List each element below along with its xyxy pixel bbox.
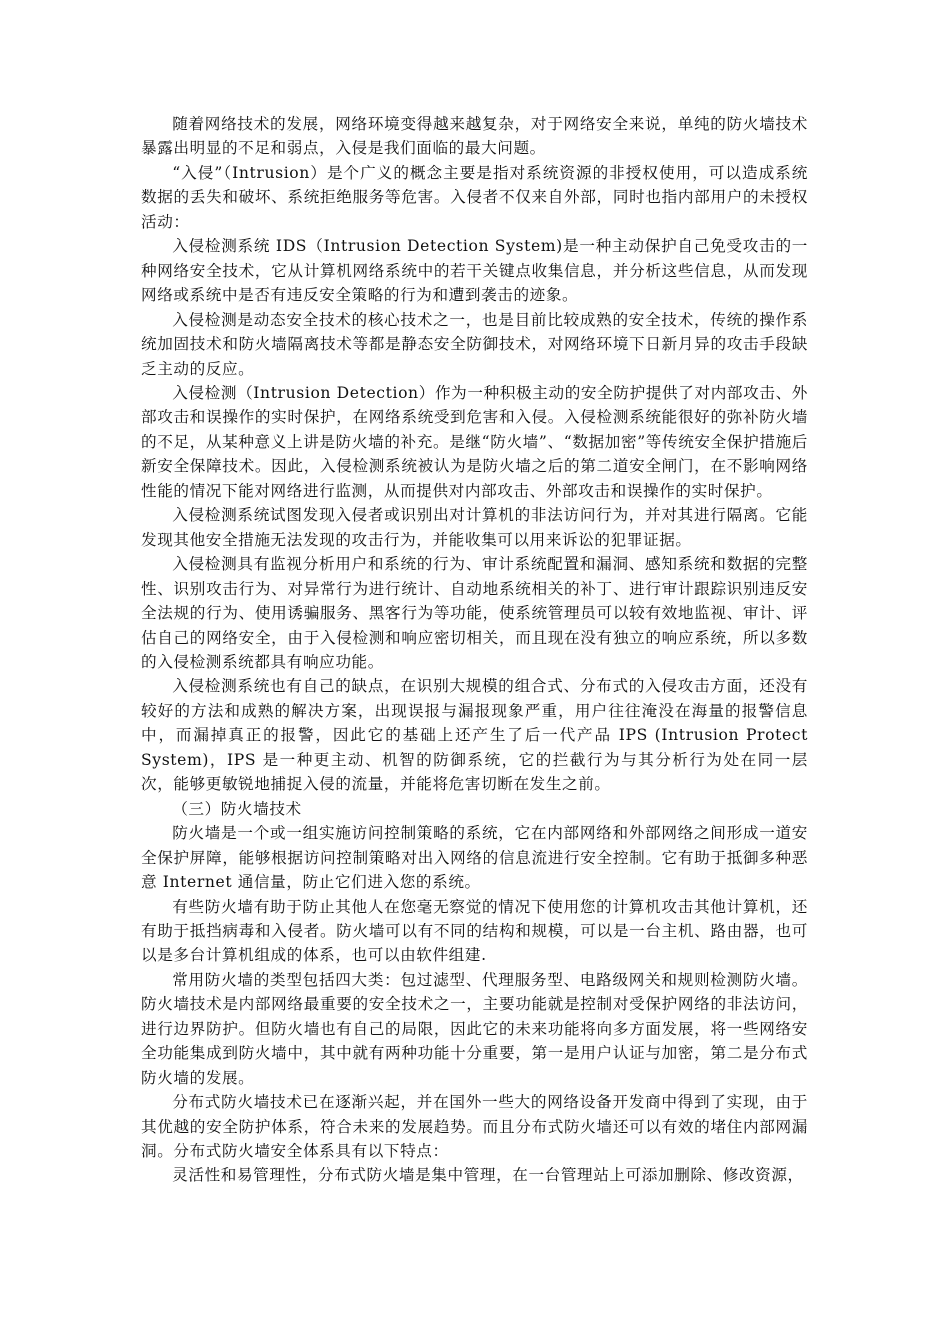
section-heading-firewall: （三）防火墙技术 [172, 799, 302, 818]
paragraph-ids-core: 入侵检测是动态安全技术的核心技术之一，也是目前比较成熟的安全技术，传统的操作系统加固技术和防火墙隔离技术等都是静态安全防御技术，对网络环境下日新月异的攻击手段缺乏主动的反应。 [141, 310, 808, 378]
document-page [141, 112, 808, 1188]
paragraph-ids-drawbacks: 入侵检测系统也有自己的缺点，在识别大规模的组合式、分布式的入侵攻击方面，还没有较好的方法和成熟的解决方案，出现误报与漏报现象严重，用户往往淹没在海量的报警信息中，而漏掉真正的报警，因此它的基础上还产生了后一代产品 IPS (Intrusion Protect System)，IPS 是一种更主动、机智的防御系统，它的拦截行为与其分析行为处在同一层次，能够更敏锐地捕捉入侵的流量，并能将危害切断在发生之前。 [141, 677, 808, 794]
paragraph-distributed-firewall: 分布式防火墙技术已在逐渐兴起，并在国外一些大的网络设备开发商中得到了实现，由于其优越的安全防护体系，符合未来的发展趋势。而且分布式防火墙还可以有效的堵住内部网漏洞。分布式防火墙安全体系具有以下特点： [141, 1093, 808, 1161]
paragraph-intrusion-definition: “入侵”（Intrusion）是个广义的概念主要是指对系统资源的非授权使用，可以造成系统数据的丢失和破坏、系统拒绝服务等危害。入侵者不仅来自外部，同时也指内部用户的未授权活动： [141, 163, 808, 231]
paragraph-ids-functions: 入侵检测具有监视分析用户和系统的行为、审计系统配置和漏洞、感知系统和数据的完整性、识别攻击行为、对异常行为进行统计、自动地系统相关的补丁、进行审计跟踪识别违反安全法规的行为、使用诱骗服务、黑客行为等功能，使系统管理员可以较有效地监视、审计、评估自己的网络安全，由于入侵检测和响应密切相关，而且现在没有独立的响应系统，所以多数的入侵检测系统都具有响应功能。 [141, 555, 808, 671]
paragraph-intrusion-detection: 入侵检测（Intrusion Detection）作为一种积极主动的安全防护提供了对内部攻击、外部攻击和误操作的实时保护，在网络系统受到危害和入侵。入侵检测系统能很好的弥补防火墙的不足，从某种意义上讲是防火墙的补充。是继“防火墙”、“数据加密”等传统安全保护措施后新安全保障技术。因此，入侵检测系统被认为是防火墙之后的第二道安全闸门，在不影响网络性能的情况下能对网络进行监测，从而提供对内部攻击、外部攻击和误操作的实时保护。 [141, 383, 808, 500]
paragraph-firewall-types: 常用防火墙的类型包括四大类：包过滤型、代理服务型、电路级网关和规则检测防火墙。防火墙技术是内部网络最重要的安全技术之一，主要功能就是控制对受保护网络的非法访问，进行边界防护。但防火墙也有自己的局限，因此它的未来功能将向多方面发展，将一些网络安全功能集成到防火墙中，其中就有两种功能十分重要，第一是用户认证与加密，第二是分布式防火墙的发展。 [141, 970, 808, 1087]
paragraph-intro: 随着网络技术的发展，网络环境变得越来越复杂，对于网络安全来说，单纯的防火墙技术暴露出明显的不足和弱点，入侵是我们面临的最大问题。 [141, 115, 808, 158]
paragraph-firewall-definition: 防火墙是一个或一组实施访问控制策略的系统，它在内部网络和外部网络之间形成一道安全保护屏障，能够根据访问控制策略对出入网络的信息流进行安全控制。它有助于抵御多种恶意 Internet 通信量，防止它们进入您的系统。 [141, 824, 808, 892]
paragraph-firewall-protection: 有些防火墙有助于防止其他人在您毫无察觉的情况下使用您的计算机攻击其他计算机，还有助于抵挡病毒和入侵者。防火墙可以有不同的结构和规模，可以是一台主机、路由器，也可以是多台计算机组成的体系，也可以由软件组建. [141, 897, 808, 965]
paragraph-ids-definition: 入侵检测系统 IDS（Intrusion Detection System)是一种主动保护自己免受攻击的一种网络安全技术，它从计算机网络系统中的若干关键点收集信息，并分析这些信息，从而发现网络或系统中是否有违反安全策略的行为和遭到袭击的迹象。 [141, 237, 808, 305]
paragraph-ids-goal: 入侵检测系统试图发现入侵者或识别出对计算机的非法访问行为，并对其进行隔离。它能发现其他安全措施无法发现的攻击行为，并能收集可以用来诉讼的犯罪证据。 [141, 506, 808, 549]
paragraph-flexibility: 灵活性和易管理性，分布式防火墙是集中管理，在一台管理站上可添加删除、修改资源， [172, 1166, 804, 1185]
